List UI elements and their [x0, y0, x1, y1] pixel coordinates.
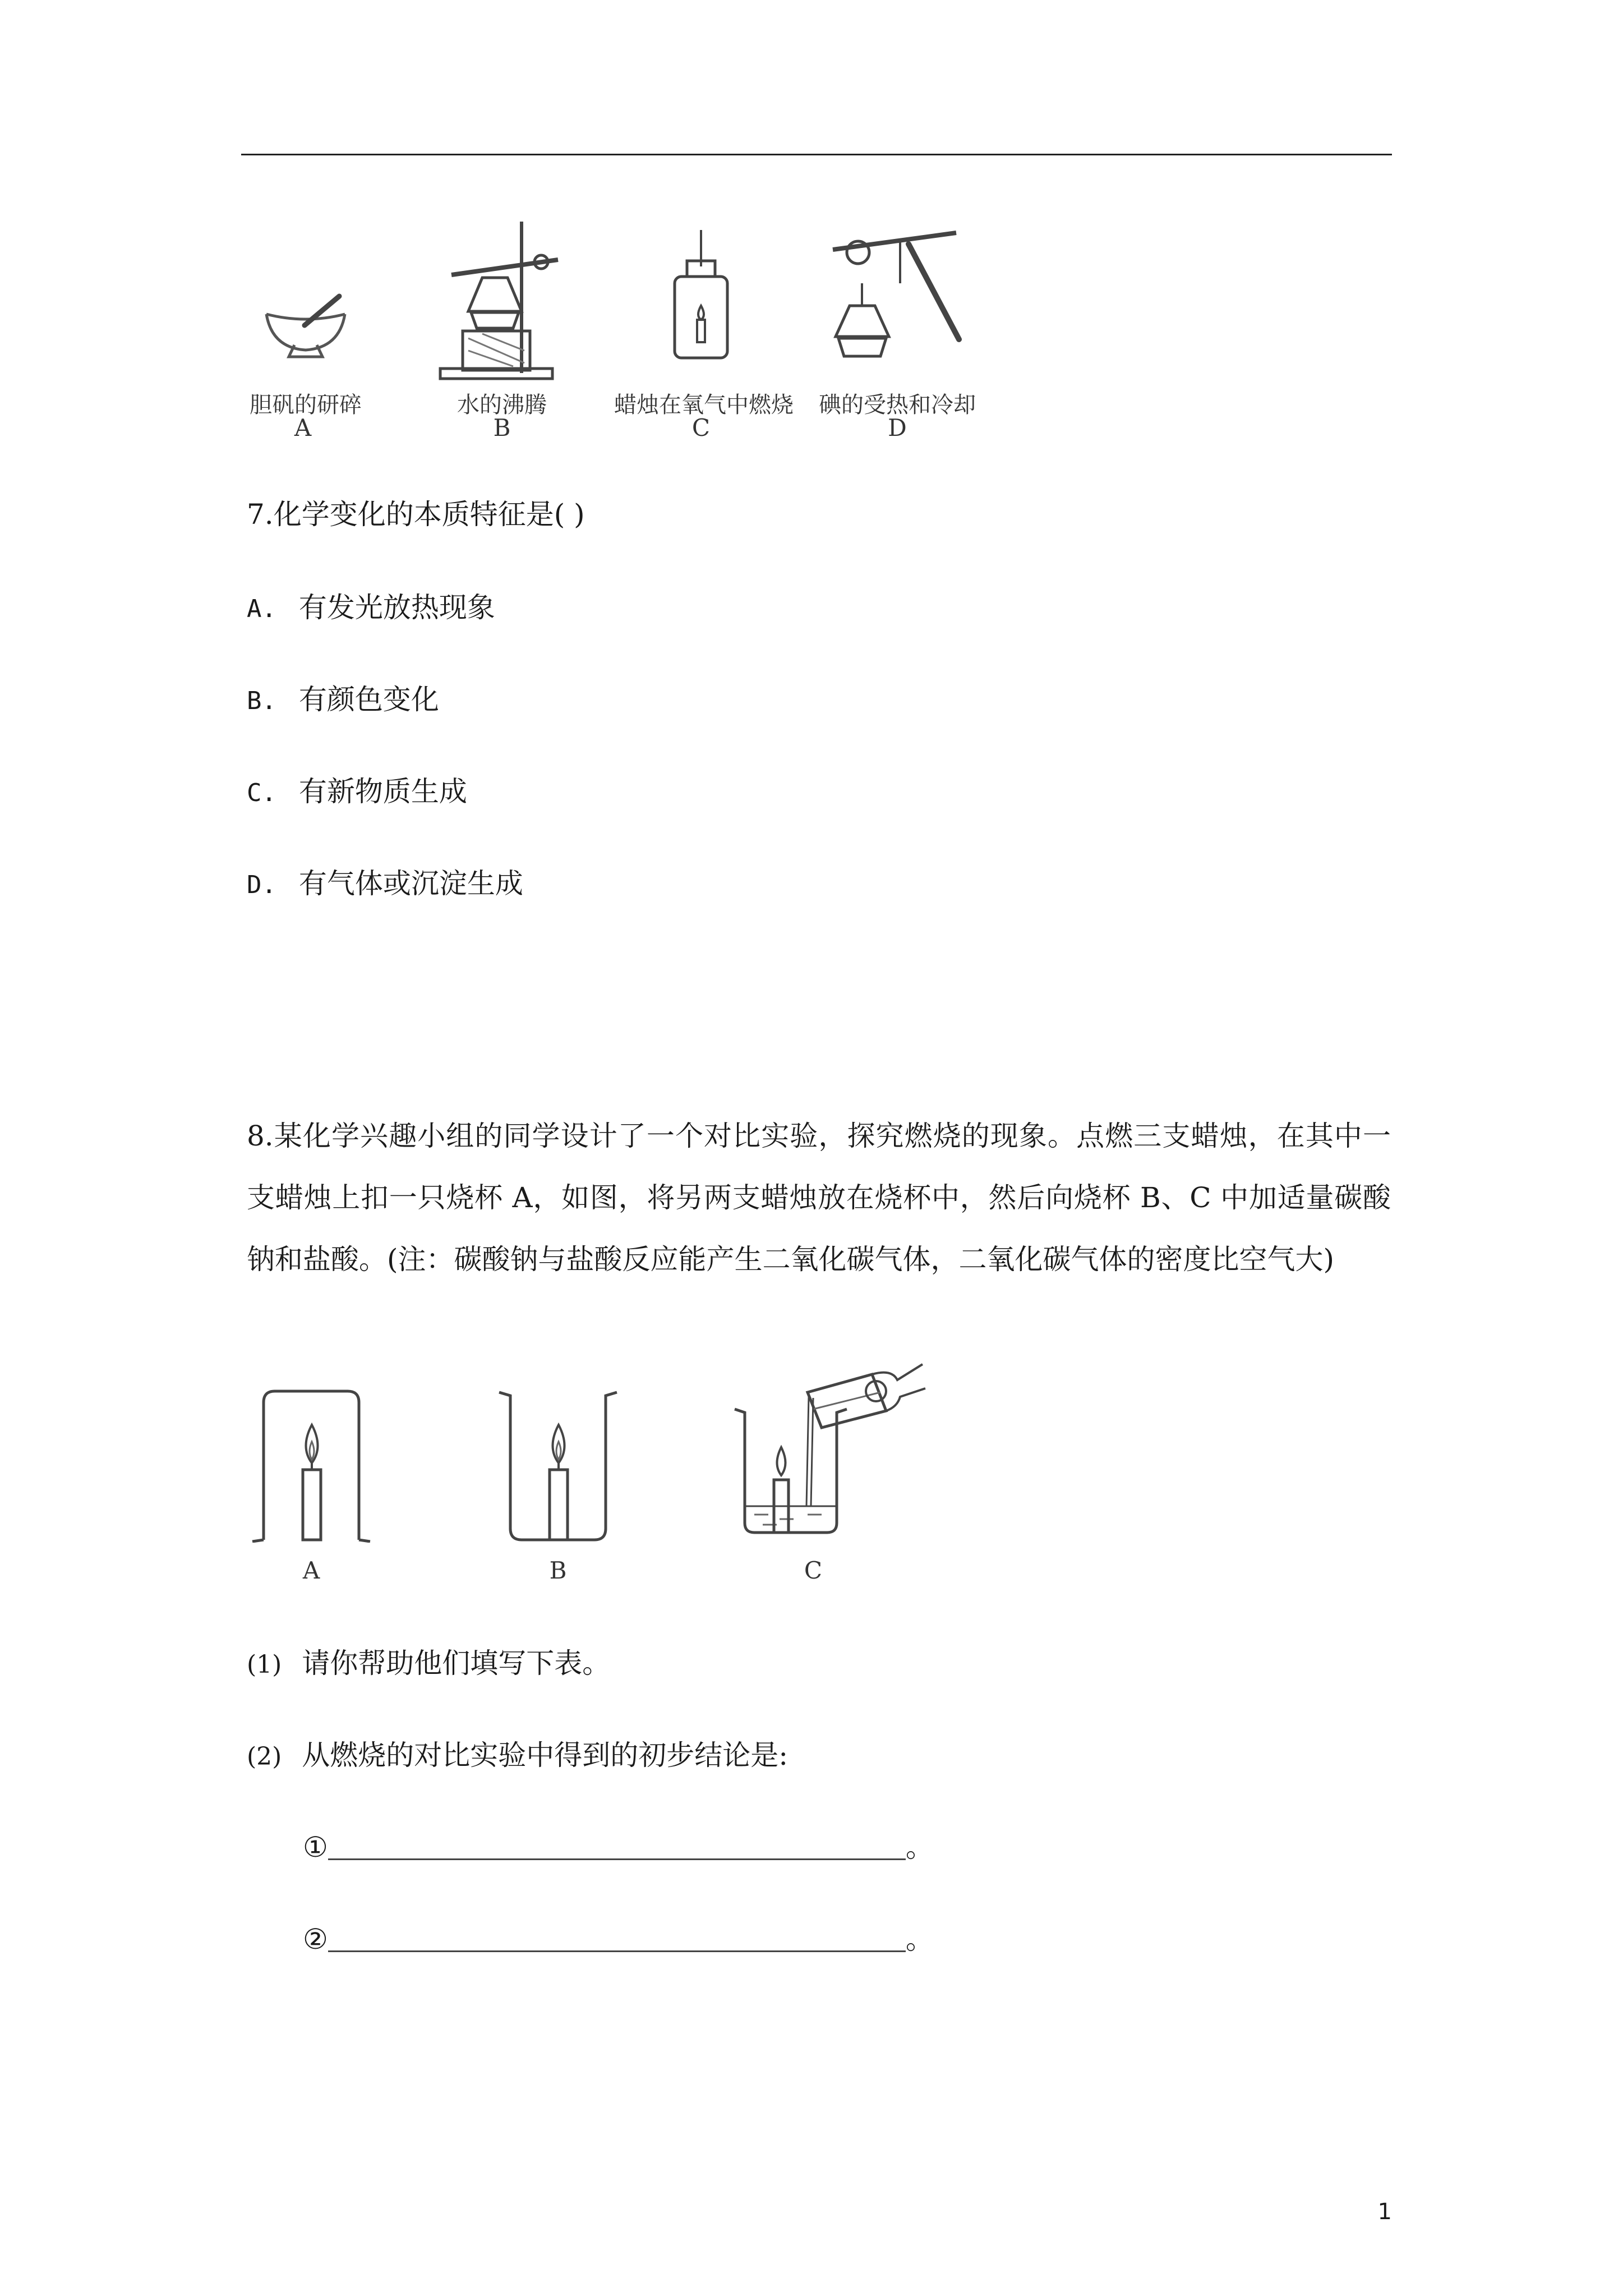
q7-option-a-text: 有发光放热现象 [298, 591, 495, 624]
beaker-candle-icon [494, 1386, 623, 1543]
figure-1-caption-b: 水的沸腾 [457, 392, 547, 418]
figure-1-letter-a: A [294, 414, 312, 441]
header-rule [241, 154, 1392, 155]
q8-stem: 8.某化学兴趣小组的同学设计了一个对比实验，探究燃烧的现象。点燃三支蜡烛，在其中一支蜡烛上扣一只烧杯 A，如图，将另两支蜡烛放在烧杯中，然后向烧杯 B、C 中加适量碳酸钠和盐酸。(注：碳酸钠与盐酸反应能产生二氧化碳气体，二氧化碳气体的密度比空气大) [247, 1120, 1391, 1276]
answer-blank-2[interactable] [328, 1926, 906, 1952]
figure-2-letter-c: C [804, 1557, 823, 1584]
q8-sub2-text: 从燃烧的对比实验中得到的初步结论是: [302, 1739, 789, 1772]
page-number: 1 [1377, 2199, 1392, 2225]
candle-in-jar-icon [670, 227, 732, 362]
q7-option-a-label: A. [247, 595, 276, 623]
q8-blank-1-mark: ① [303, 1831, 328, 1864]
q7-option-c-label: C. [247, 779, 276, 807]
figure-1-letter-d: D [888, 414, 907, 441]
figure-2-letter-a: A [302, 1557, 320, 1584]
heated-tube-icon [816, 222, 984, 373]
figure-1-caption-a: 胆矾的研碎 [250, 392, 362, 418]
figure-1-caption-d: 碘的受热和冷却 [819, 392, 976, 418]
figure-2-letter-b: B [549, 1557, 567, 1584]
q7-option-b [247, 685, 439, 714]
q8-blank-2 [303, 1925, 934, 1953]
answer-blank-1[interactable] [328, 1834, 906, 1860]
q7-option-c [247, 777, 467, 806]
figure-1-caption-c: 蜡烛在氧气中燃烧 [614, 392, 794, 418]
q8-sub1-text: 请你帮助他们填写下表。 [302, 1647, 611, 1680]
q8-blank-1 [303, 1831, 934, 1864]
q8-blank-1-end: 。 [905, 1831, 934, 1864]
q8-sub1 [247, 1647, 611, 1680]
q7-option-c-text: 有新物质生成 [298, 775, 467, 808]
q7-option-d-text: 有气体或沉淀生成 [298, 867, 523, 900]
q8-sub2-num: (2) [247, 1742, 282, 1771]
q8-blank-2-end: 。 [905, 1923, 934, 1955]
q7-stem: 7.化学变化的本质特征是( ) [247, 498, 585, 531]
inverted-beaker-candle-icon [247, 1386, 376, 1543]
beaker-pouring-candle-icon [729, 1358, 931, 1537]
figure-1-letter-c: C [691, 414, 711, 441]
q7-option-a [247, 593, 495, 622]
q7-option-b-label: B. [247, 687, 276, 715]
q7-option-b-text: 有颜色变化 [298, 683, 439, 716]
q8-sub2 [247, 1739, 789, 1772]
mortar-pestle-icon [255, 292, 356, 359]
q8-sub1-num: (1) [247, 1650, 282, 1679]
figure-1-letter-b: B [493, 414, 511, 441]
q7-option-d-label: D. [247, 871, 276, 899]
q8-blank-2-mark: ② [303, 1923, 328, 1955]
boiling-flask-icon [429, 216, 569, 384]
q7-option-d [247, 869, 523, 898]
